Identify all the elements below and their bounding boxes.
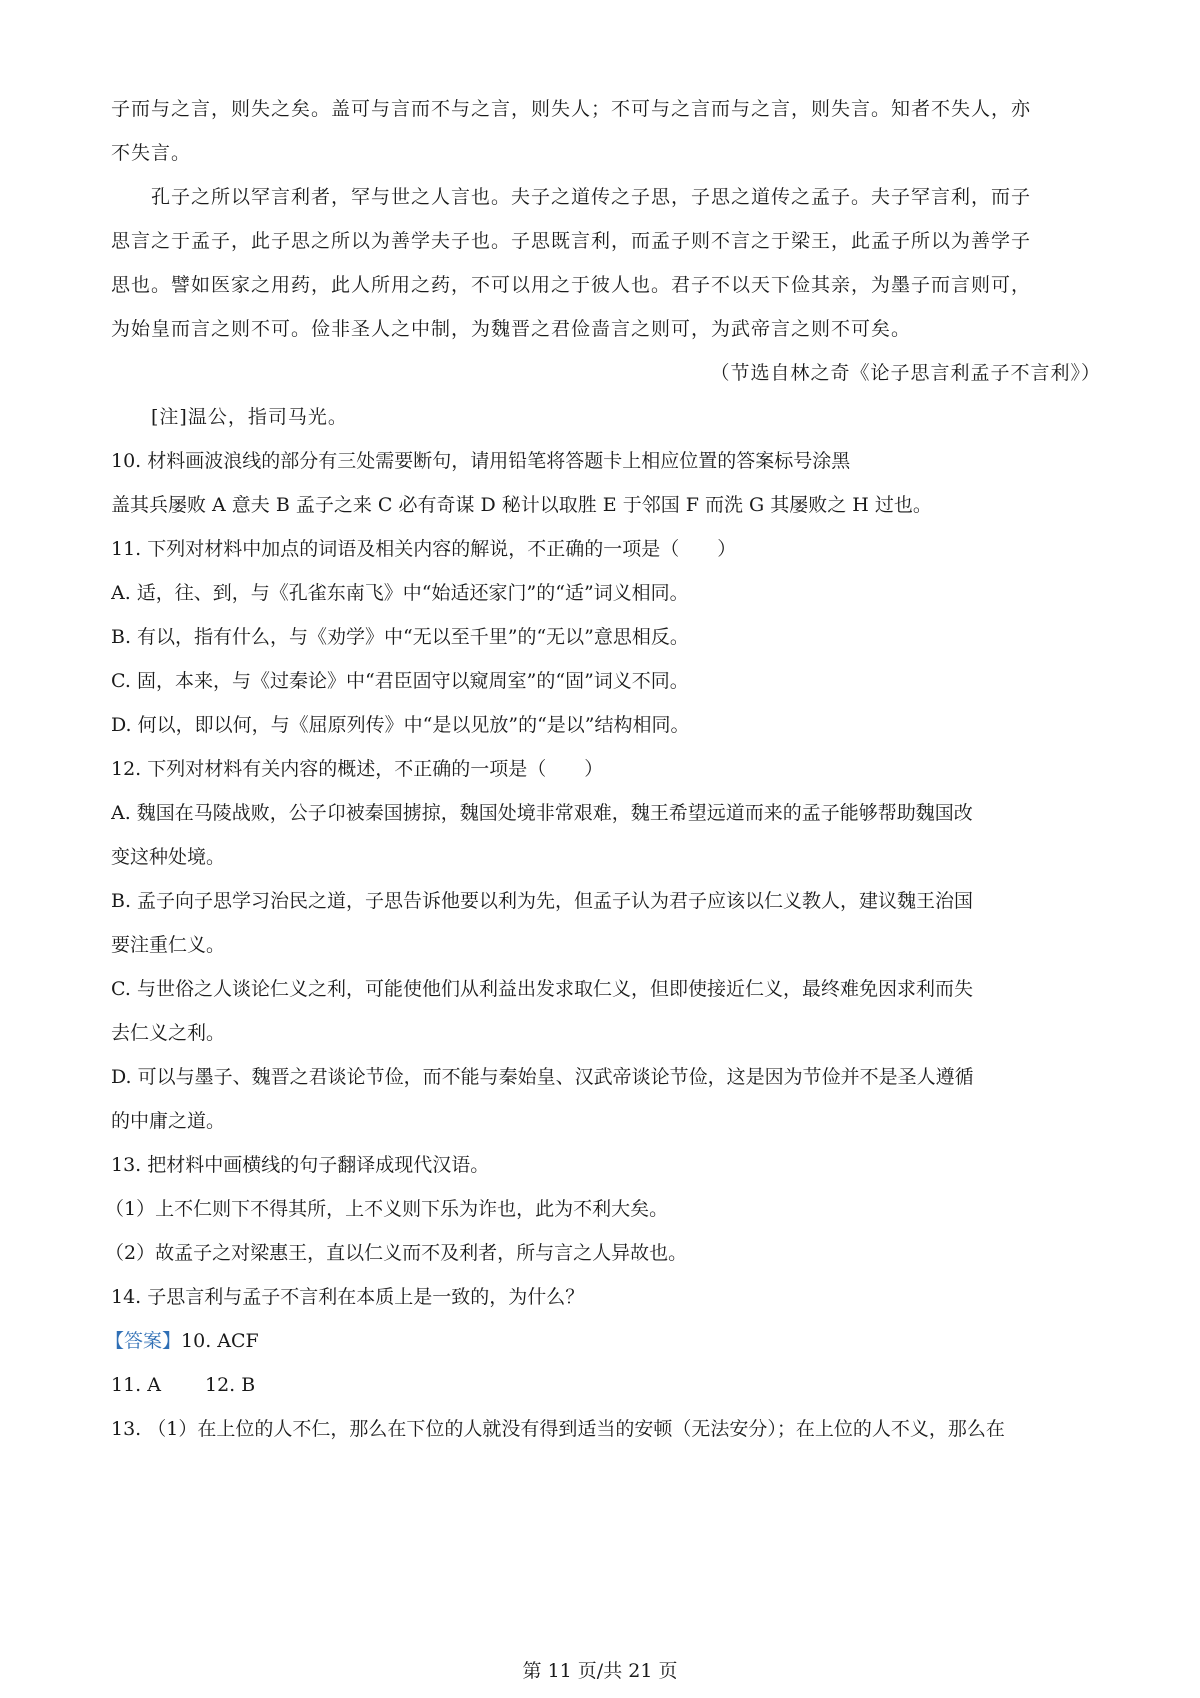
- question-11-option-a: A. 适，往、到，与《孔雀东南飞》中“始适还家门”的“适”词义相同。: [111, 582, 689, 604]
- answer-13: 13. （1）在上位的人不仁，那么在下位的人就没有得到适当的安顿（无法安分）；在上位的人不义，那么在: [111, 1418, 1005, 1440]
- answer-10-row: [105, 1328, 259, 1354]
- answer-10: 10. ACF: [181, 1330, 259, 1352]
- answer-tag: 【答案】: [105, 1330, 182, 1352]
- passage-note: [注]温公，指司马光。: [151, 406, 348, 428]
- question-11-option-d: D. 何以，即以何，与《屈原列传》中“是以见放”的“是以”结构相同。: [111, 714, 690, 736]
- question-12-option-c: C. 与世俗之人谈论仁义之利，可能使他们从利益出发求取仁义，但即使接近仁义，最终难免因求利而失: [111, 978, 973, 1000]
- question-13: 13. 把材料中画横线的句子翻译成现代汉语。: [111, 1154, 490, 1176]
- question-12: 12. 下列对材料有关内容的概述，不正确的一项是（ ）: [111, 758, 604, 780]
- question-12-option-c-cont: 去仁义之利。: [111, 1022, 226, 1044]
- question-10: 10. 材料画波浪线的部分有三处需要断句，请用铅笔将答题卡上相应位置的答案标号涂黑: [111, 450, 851, 472]
- page-number: 第 11 页/共 21 页: [522, 1660, 678, 1682]
- question-12-option-b-cont: 要注重仁义。: [111, 934, 226, 956]
- question-12-option-d: D. 可以与墨子、魏晋之君谈论节俭，而不能与秦始皇、汉武帝谈论节俭，这是因为节俭并不是圣人遵循: [111, 1066, 974, 1088]
- passage-line: 思言之于孟子，此子思之所以为善学夫子也。子思既言利，而孟子则不言之于梁王，此孟子所以为善学子: [111, 230, 1032, 252]
- question-11-option-c: C. 固，本来，与《过秦论》中“君臣固守以窥周室”的“固”词义不同。: [111, 670, 689, 692]
- question-12-option-a: A. 魏国在马陵战败，公子卬被秦国掳掠，魏国处境非常艰难，魏王希望远道而来的孟子能够帮助魏国改: [111, 802, 973, 824]
- passage-line: 不失言。: [111, 142, 192, 164]
- passage-line: 子而与之言，则失之矣。盖可与言而不与之言，则失人；不可与之言而与之言，则失言。知者不失人，亦: [111, 98, 1032, 120]
- answer-12: 12. B: [204, 1374, 256, 1396]
- passage-line: 思也。譬如医家之用药，此人所用之药，不可以用之于彼人也。君子不以天下俭其亲，为墨子而言则可，: [111, 274, 1032, 296]
- question-12-option-a-cont: 变这种处境。: [111, 846, 226, 868]
- passage-source: （节选自林之奇《论子思言利孟子不言利》）: [710, 362, 1101, 384]
- question-12-option-b: B. 孟子向子思学习治民之道，子思告诉他要以利为先，但孟子认为君子应该以仁义教人，建议魏王治国: [111, 890, 974, 912]
- passage-line: 为始皇而言之则不可。俭非圣人之中制，为魏晋之君俭啬言之则可，为武帝言之则不可矣。: [111, 318, 912, 340]
- question-12-option-d-cont: 的中庸之道。: [111, 1110, 226, 1132]
- question-11: 11. 下列对材料中加点的词语及相关内容的解说，不正确的一项是（ ）: [111, 538, 737, 560]
- question-13-item-2: （2）故孟子之对梁惠王，直以仁义而不及利者，所与言之人异故也。: [105, 1242, 688, 1264]
- question-11-option-b: B. 有以，指有什么，与《劝学》中“无以至千里”的“无以”意思相反。: [111, 626, 689, 648]
- passage-line: 孔子之所以罕言利者，罕与世之人言也。夫子之道传之子思，子思之道传之孟子。夫子罕言利，而子: [151, 186, 1032, 208]
- question-14: 14. 子思言利与孟子不言利在本质上是一致的，为什么？: [111, 1286, 585, 1308]
- answer-11: 11. A: [111, 1374, 161, 1396]
- question-13-item-1: （1）上不仁则下不得其所，上不义则下乐为诈也，此为不利大矣。: [105, 1198, 669, 1220]
- answer-11-12-row: [111, 1372, 255, 1398]
- question-10-text: 盖其兵屡败 A 意夫 B 孟子之来 C 必有奇谋 D 秘计以取胜 E 于邻国 F 而洗 G 其屡败之 H 过也。: [111, 494, 932, 516]
